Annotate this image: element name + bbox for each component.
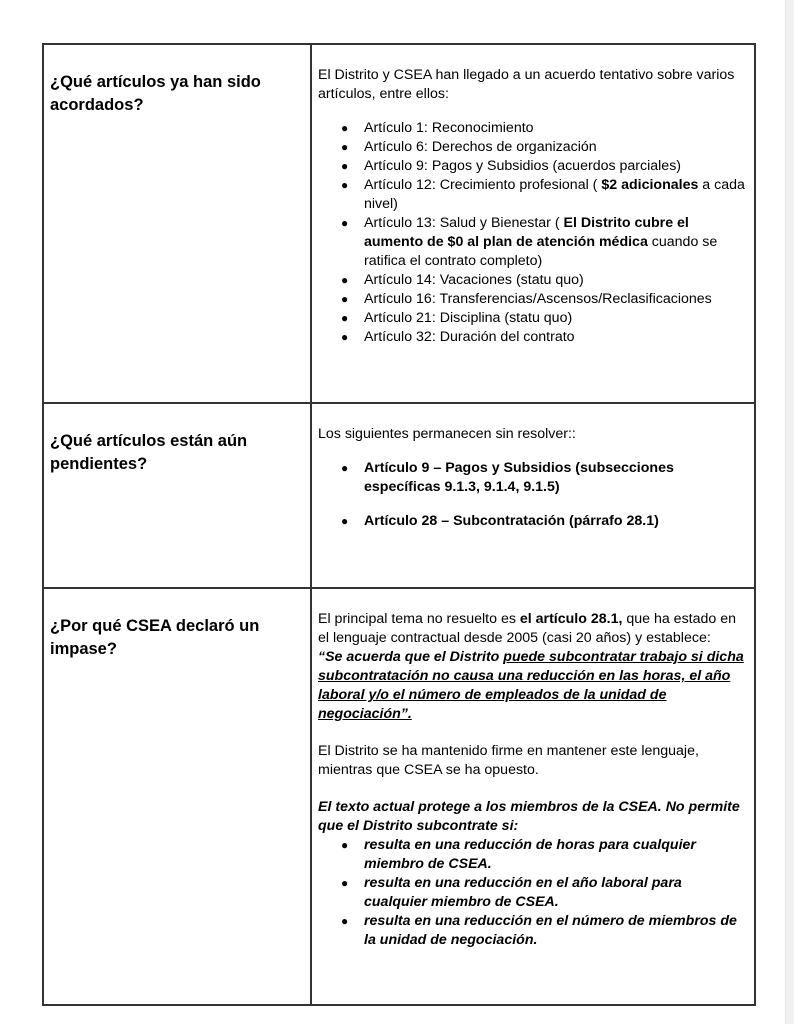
list-item: ● Artículo 16: Transferencias/Ascensos/Reclasificaciones	[341, 291, 712, 307]
bold-text: El Distrito cubre el aumento de $0 al plan de atención médica	[364, 215, 689, 250]
list-item: ● resulta en una reducción de horas para cualquier miembro de CSEA.	[341, 837, 696, 872]
answer-intro: El Distrito y CSEA han llegado a un acuerdo tentativo sobre varios artículos, entre ellos:	[318, 67, 735, 102]
faq-table	[42, 43, 756, 1006]
bullet-icon: ●	[341, 461, 349, 475]
list-item: ● resulta en una reducción en el año laboral para cualquier miembro de CSEA.	[341, 875, 682, 910]
bullet-icon: ●	[341, 914, 349, 928]
protection-paragraph: El texto actual protege a los miembros de la CSEA. No permite que el Distrito subcontrate si:	[318, 799, 740, 834]
bullet-icon: ●	[341, 159, 349, 173]
question-text: ¿Qué artículos ya han sido acordados?	[50, 73, 261, 114]
answer-cell	[311, 44, 755, 403]
question-cell	[43, 44, 311, 403]
list-item: ● Artículo 12: Crecimiento profesional ( $2 adicionales a cada nivel)	[341, 177, 745, 212]
question-cell	[43, 403, 311, 588]
bullet-icon: ●	[341, 330, 349, 344]
protection-list	[318, 836, 748, 950]
list-item: ● Artículo 21: Disciplina (statu quo)	[341, 310, 573, 326]
answer-cell	[311, 403, 755, 588]
bullet-icon: ●	[341, 216, 349, 230]
list-item: ● Artículo 13: Salud y Bienestar ( El Distrito cubre el aumento de $0 al plan de atención médica cuando se ratifica el contrato completo)	[341, 215, 718, 269]
question-cell	[43, 588, 311, 1005]
pending-articles-list	[318, 459, 748, 531]
answer-intro: Los siguientes permanecen sin resolver::	[318, 426, 576, 442]
list-item: ● Artículo 14: Vacaciones (statu quo)	[341, 272, 584, 288]
table-row	[43, 588, 755, 1005]
bullet-icon: ●	[341, 121, 349, 135]
question-text: ¿Qué artículos están aún pendientes?	[50, 432, 248, 473]
list-item: ● Artículo 1: Reconocimiento	[341, 120, 534, 136]
bullet-icon: ●	[341, 178, 349, 192]
answer-cell	[311, 588, 755, 1005]
contract-quote: “Se acuerda que el Distrito puede subcontratar trabajo si dicha subcontratación no causa una reducción en las horas, el año laboral y/o el número de empleados de la unidad de negociación”.	[318, 649, 744, 722]
agreed-articles-list	[318, 119, 748, 347]
district-position-paragraph: El Distrito se ha mantenido firme en mantener este lenguaje, mientras que CSEA se ha opuesto.	[318, 743, 699, 778]
bold-text: $2 adicionales	[601, 177, 699, 193]
bullet-icon: ●	[341, 292, 349, 306]
table-row	[43, 403, 755, 588]
page-edge-strip	[785, 0, 794, 1024]
question-text: ¿Por qué CSEA declaró un impase?	[50, 617, 260, 658]
bullet-icon: ●	[341, 838, 349, 852]
bullet-icon: ●	[341, 311, 349, 325]
list-item: ● Artículo 6: Derechos de organización	[341, 139, 597, 155]
list-item: ● Artículo 28 – Subcontratación (párrafo 28.1)	[341, 513, 659, 529]
bullet-icon: ●	[341, 876, 349, 890]
bullet-icon: ●	[341, 140, 349, 154]
table-row	[43, 44, 755, 403]
bullet-icon: ●	[341, 273, 349, 287]
answer-intro: El principal tema no resuelto es el artículo 28.1, que ha estado en el lenguaje contractual desde 2005 (casi 20 años) y establece:	[318, 611, 737, 646]
underlined-quote-text: puede subcontratar trabajo si dicha subcontratación no causa una reducción en las horas, el año laboral y/o el número de empleados de la unidad de negociación”.	[318, 649, 744, 722]
list-item: ● Artículo 32: Duración del contrato	[341, 329, 575, 345]
list-item: ● resulta en una reducción en el número de miembros de la unidad de negociación.	[341, 913, 737, 948]
list-item: ● Artículo 9: Pagos y Subsidios (acuerdos parciales)	[341, 158, 682, 174]
bullet-icon: ●	[341, 514, 349, 528]
bold-text: el artículo 28.1,	[519, 611, 623, 627]
list-item: ● Artículo 9 – Pagos y Subsidios (subsecciones específicas 9.1.3, 9.1.4, 9.1.5)	[341, 460, 674, 495]
